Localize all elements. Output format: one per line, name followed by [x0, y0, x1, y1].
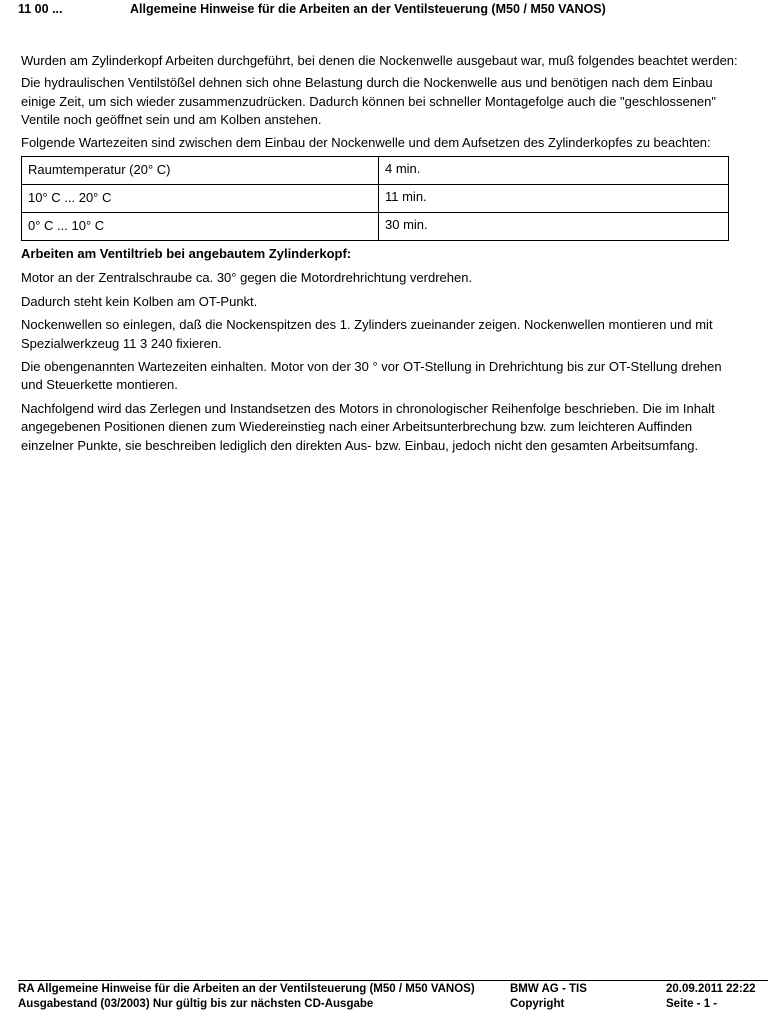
section-code: 11 00 ... — [18, 2, 63, 16]
document-body — [21, 52, 739, 460]
footer-document-title: RA Allgemeine Hinweise für die Arbeiten an der Ventilsteuerung (M50 / M50 VANOS) — [18, 983, 475, 995]
page-title: Allgemeine Hinweise für die Arbeiten an der Ventilsteuerung (M50 / M50 VANOS) — [130, 2, 606, 16]
table-row — [22, 213, 729, 241]
instruction-paragraph: Motor an der Zentralschraube ca. 30° gegen die Motordrehrichtung verdrehen. — [21, 270, 473, 286]
footer-publisher: BMW AG - TIS — [510, 983, 587, 995]
footer-edition: Ausgabestand (03/2003) Nur gültig bis zur nächsten CD-Ausgabe — [18, 998, 374, 1010]
temperature-cell: 10° C ... 20° C — [22, 185, 379, 213]
footer-divider — [18, 980, 768, 981]
wait-time-cell: 30 min. — [379, 213, 729, 241]
instruction-paragraph: Nachfolgend wird das Zerlegen und Instandsetzen des Motors in chronologischer Reihenfolge beschrieben. Die im Inhalt angegebenen Positionen dienen zum Wiedereinstieg nach einer Arbeitsunterbrechung bzw. zum leichteren Auffinden einzelner Punkte, sie beschreiben lediglich den direkten Aus- bzw. Einbau, jedoch nicht den gesamten Arbeitsumfang. — [21, 400, 715, 453]
footer-row — [18, 998, 768, 1013]
intro-paragraph: Folgende Wartezeiten sind zwischen dem Einbau der Nockenwelle und dem Aufsetzen des Zylinderkopfes zu beachten: — [21, 134, 711, 150]
temperature-cell: 0° C ... 10° C — [22, 213, 379, 241]
wait-time-cell: 11 min. — [379, 185, 729, 213]
intro-paragraph: Wurden am Zylinderkopf Arbeiten durchgeführt, bei denen die Nockenwelle ausgebaut war, muß folgendes beachtet werden: — [21, 53, 738, 68]
temperature-cell: Raumtemperatur (20° C) — [22, 157, 379, 185]
instruction-paragraph: Die obengenannten Wartezeiten einhalten. Motor von der 30 ° vor OT-Stellung in Drehrichtung bis zur OT-Stellung drehen und Steuerkette montieren. — [21, 359, 722, 393]
table-row — [22, 157, 729, 185]
footer-copyright: Copyright — [510, 998, 565, 1010]
page-footer — [18, 980, 768, 1020]
footer-page-number: Seite - 1 - — [666, 998, 718, 1010]
footer-timestamp: 20.09.2011 22:22 — [666, 983, 756, 995]
table-row — [22, 185, 729, 213]
instruction-paragraph: Dadurch steht kein Kolben am OT-Punkt. — [21, 293, 258, 309]
instruction-paragraph: Nockenwellen so einlegen, daß die Nockenspitzen des 1. Zylinders zueinander zeigen. Nockenwellen montieren und mit Spezialwerkzeug 11 3 240 fixieren. — [21, 317, 713, 351]
footer-row — [18, 983, 768, 998]
wait-time-cell: 4 min. — [379, 157, 729, 185]
page-header — [18, 2, 768, 20]
wait-time-table — [21, 156, 729, 241]
intro-paragraph: Die hydraulischen Ventilstößel dehnen sich ohne Belastung durch die Nockenwelle aus und benötigen nach dem Einbau einige Zeit, um sich wieder zusammenzudrücken. Dadurch können bei schneller Montagefolge auch die "geschlossenen" Ventile noch geöffnet sein und am Kolben anstehen. — [21, 75, 717, 128]
section-heading: Arbeiten am Ventiltrieb bei angebautem Zylinderkopf: — [21, 246, 352, 262]
